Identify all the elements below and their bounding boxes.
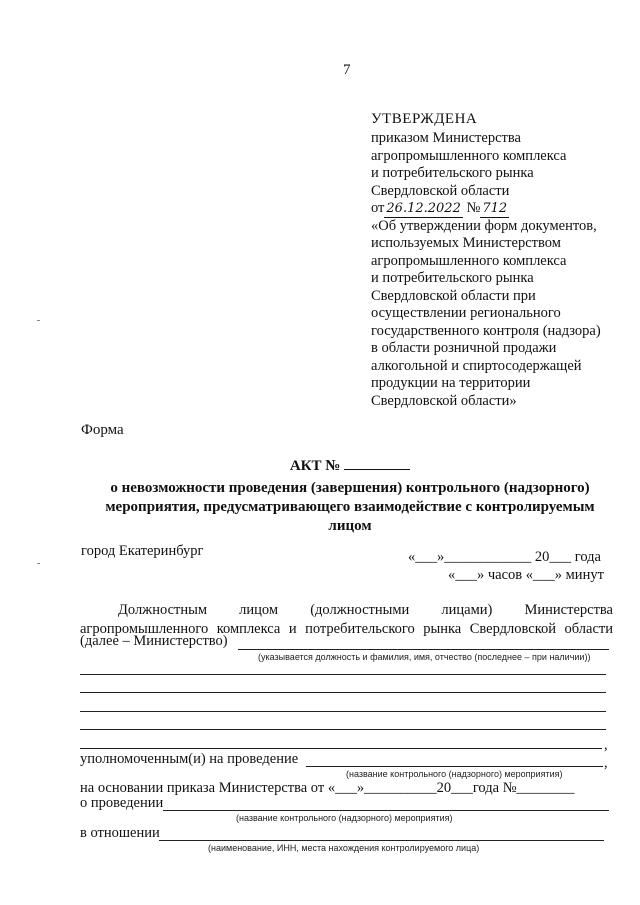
handwritten-number: 712	[482, 201, 508, 216]
approval-line: и потребительского рынка	[371, 165, 534, 181]
page-number: 7	[343, 62, 351, 78]
approval-block	[371, 130, 601, 410]
approval-line: приказом Министерства	[371, 130, 521, 146]
number-prefix: №	[466, 200, 481, 216]
comma: ,	[604, 737, 608, 753]
act-subtitle-line: лицом	[328, 518, 372, 534]
act-number-label: АКТ №	[289, 458, 341, 474]
regarding-label: в отношении	[80, 825, 160, 841]
subject-line: «Об утверждении форм документов,	[371, 217, 597, 234]
body-para-line1: Должностным лицом (должностными лицами) Министерства	[118, 602, 613, 618]
act-subtitle-line: мероприятия, предусматривающего взаимодействие с контролируемым	[105, 499, 595, 515]
fill-line	[80, 748, 602, 749]
subject-line: и потребительского рынка	[371, 270, 534, 286]
subject-line: Свердловской области при	[371, 287, 536, 304]
fill-line	[80, 692, 606, 693]
subject-line: Свердловской области»	[371, 392, 517, 409]
conducting-label: о проведении	[80, 795, 164, 811]
date-prefix: от	[371, 200, 385, 216]
fill-line	[306, 766, 603, 767]
caption-official: (указывается должность и фамилия, имя, отчество (последнее – при наличии))	[258, 652, 591, 662]
date-field: «___»____________ 20___ года	[408, 549, 601, 565]
act-subtitle	[80, 479, 620, 536]
approval-line: Свердловской области	[371, 182, 510, 199]
scan-mark	[37, 320, 40, 321]
fill-line	[80, 729, 606, 730]
caption-entity: (наименование, ИНН, места нахождения контролируемого лица)	[208, 843, 480, 853]
authorized-label: уполномоченным(и) на проведение	[80, 751, 299, 767]
approval-title: УТВЕРЖДЕНА	[371, 111, 478, 127]
place: город Екатеринбург	[81, 543, 204, 559]
subject-line: алкогольной и спиртосодержащей	[371, 357, 582, 374]
fill-line	[80, 674, 606, 675]
fill-line	[159, 840, 604, 841]
body-para-line3: (далее – Министерство)	[80, 633, 228, 649]
approval-line: агропромышленного комплекса	[371, 147, 567, 164]
subject-line: осуществлении регионального	[371, 305, 561, 321]
fill-line	[80, 711, 606, 712]
order-line: на основании приказа Министерства от «___»__________20___года №________	[80, 780, 575, 796]
fill-line	[163, 810, 609, 811]
act-title	[80, 457, 620, 476]
caption-event2: (название контрольного (надзорного) мероприятия)	[236, 813, 453, 823]
subject-line: используемых Министерством	[371, 235, 561, 251]
subject-line: продукции на территории	[371, 375, 531, 391]
subject-line: агропромышленного комплекса	[371, 252, 567, 269]
fill-line	[238, 649, 609, 650]
comma: ,	[604, 755, 608, 771]
act-subtitle-line: о невозможности проведения (завершения) контрольного (надзорного)	[110, 480, 590, 496]
time-field: «___» часов «___» минут	[448, 567, 604, 583]
subject-line: в области розничной продажи	[371, 340, 557, 356]
body-para-line2: агропромышленного комплекса и потребительского рынка Свердловской области	[80, 621, 613, 637]
handwritten-date: 26.12.2022	[386, 201, 461, 216]
caption-event: (название контрольного (надзорного) мероприятия)	[346, 769, 563, 779]
act-number-blank	[344, 457, 410, 470]
scan-mark	[37, 563, 40, 564]
subject-line: государственного контроля (надзора)	[371, 322, 601, 339]
approval-date-line	[371, 200, 601, 218]
form-label: Форма	[81, 422, 124, 438]
